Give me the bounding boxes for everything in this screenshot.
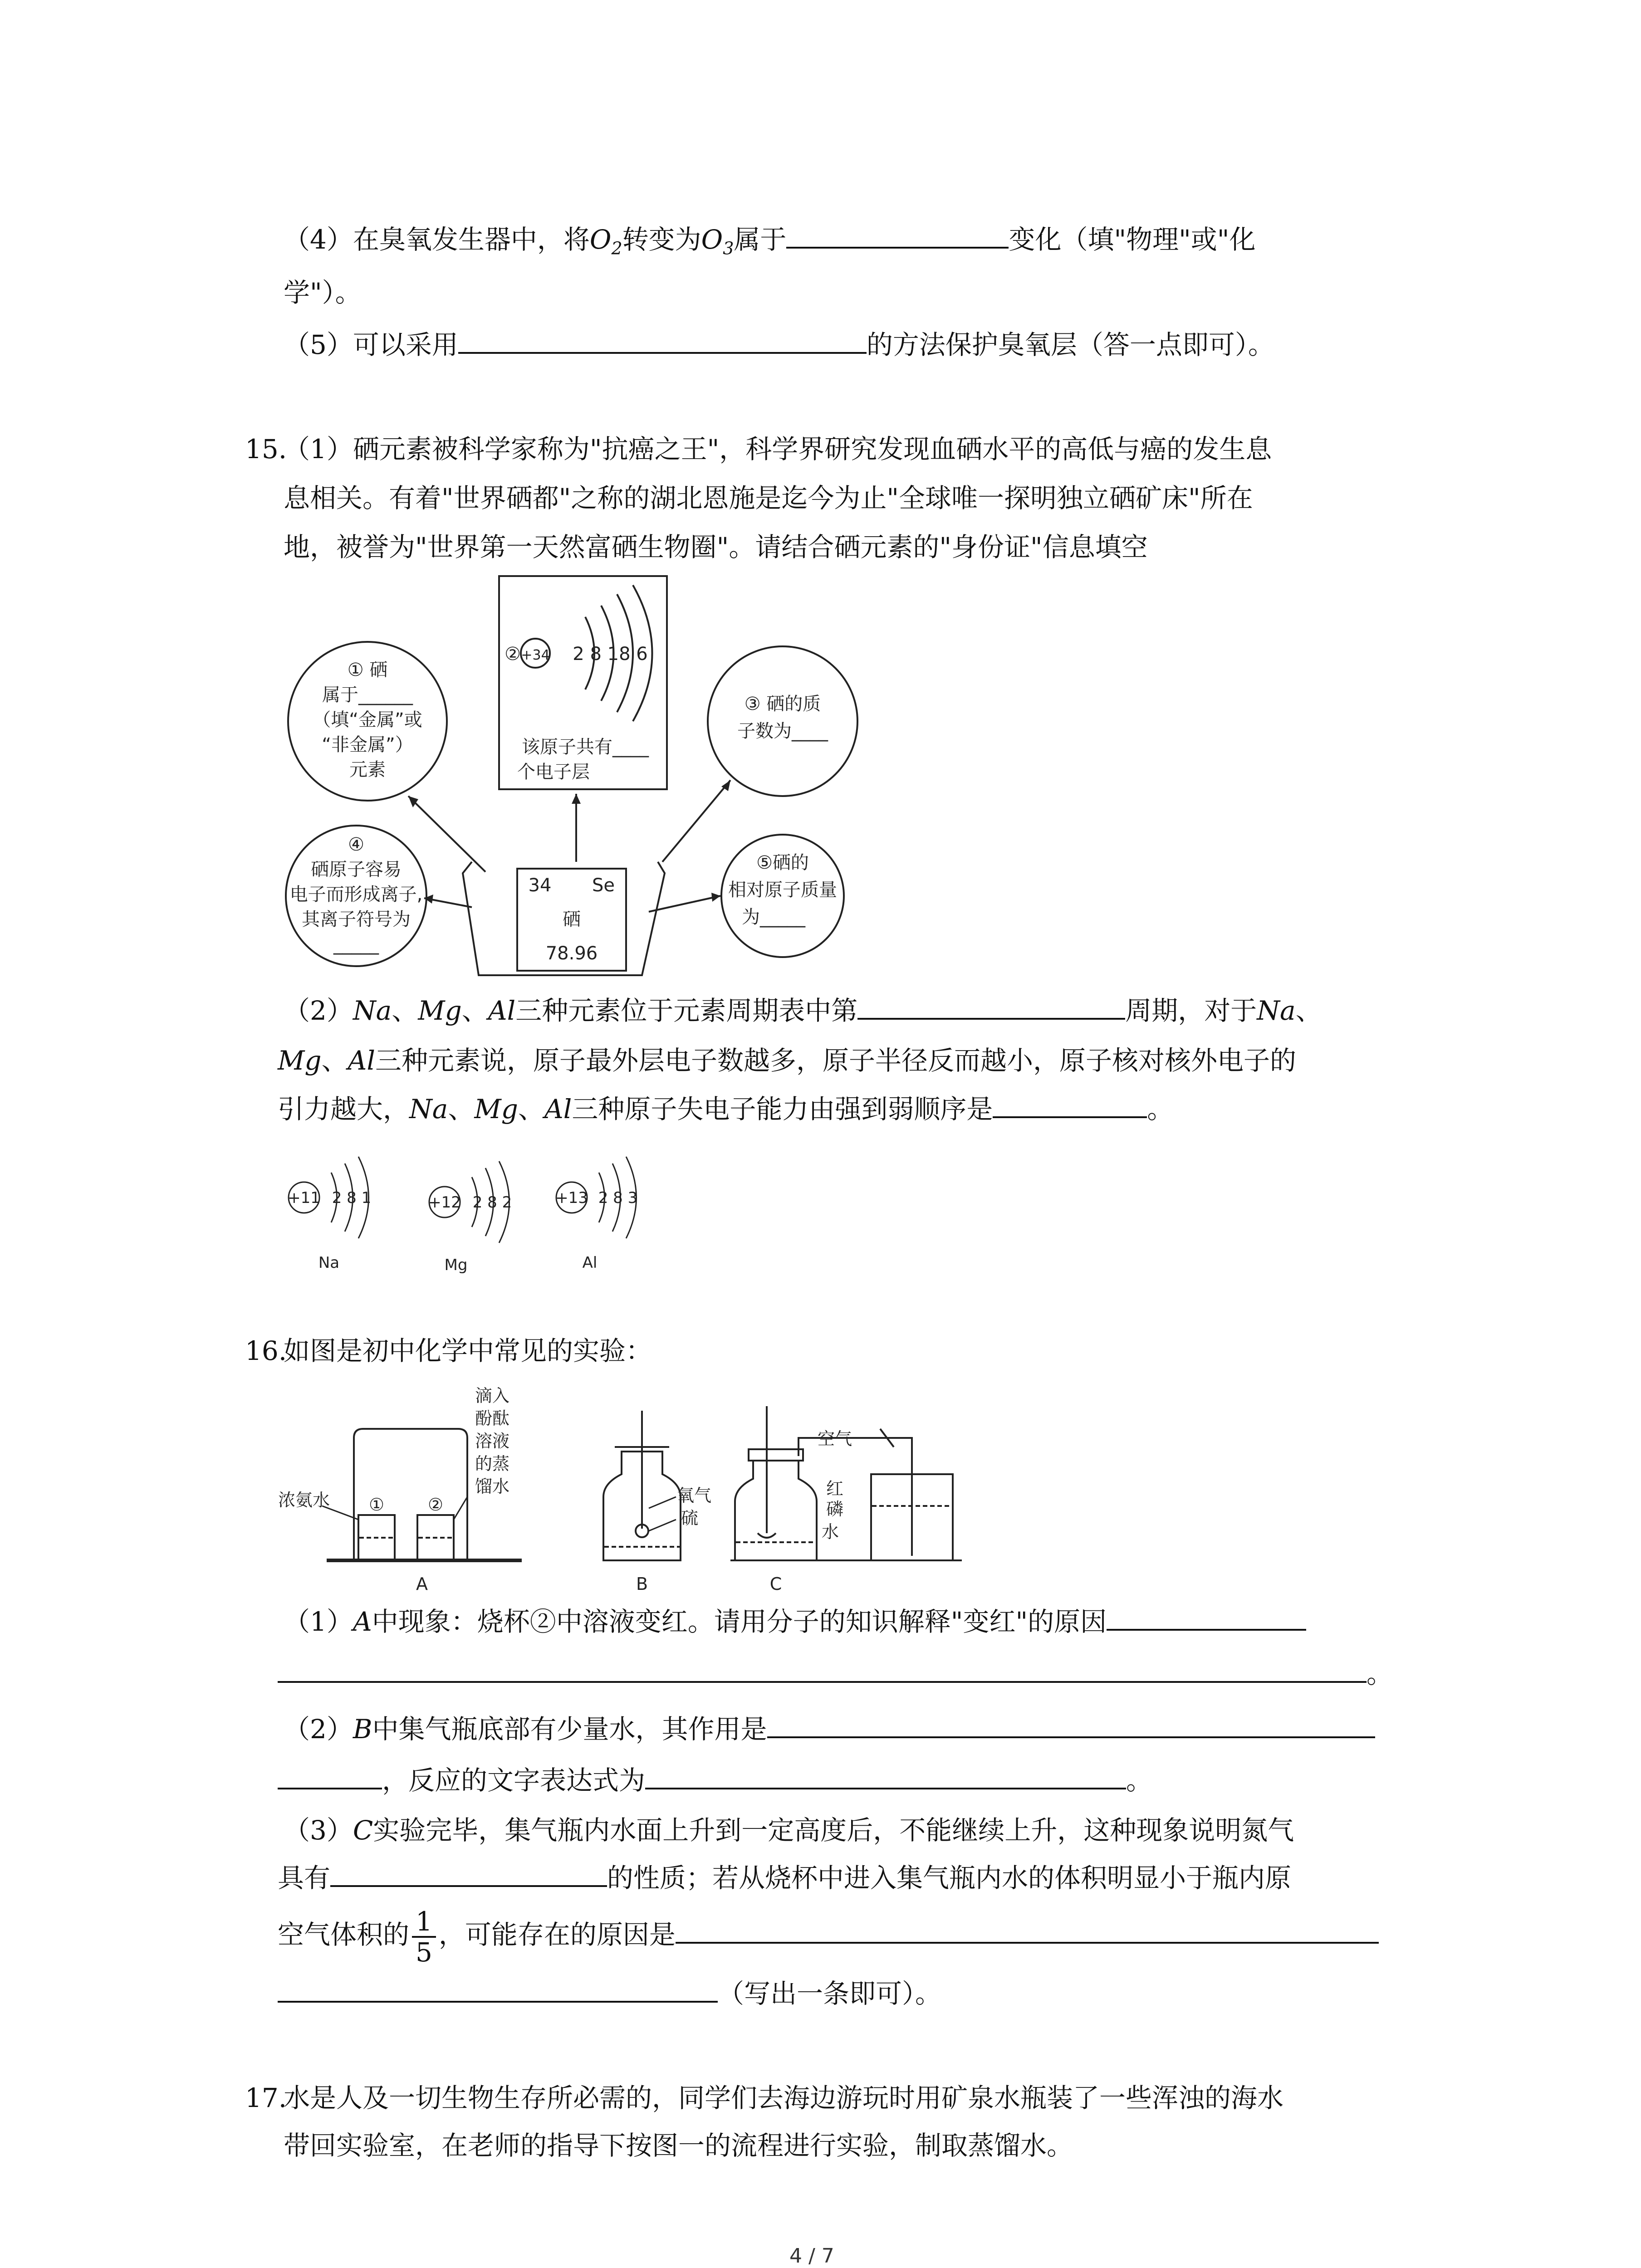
element-atomic-number: 34 (528, 875, 552, 896)
circle5-line1: ⑤硒的 (756, 852, 809, 873)
figA-left-label: 浓氨水 (278, 1490, 330, 1510)
selenium-id-card-figure (272, 567, 907, 984)
circle1-line1: ① 硒 (347, 660, 388, 680)
box2-question-1: 该原子共有____ (522, 737, 649, 758)
circle4-line5: _____ (333, 934, 379, 955)
q15-number: 15. (245, 434, 287, 464)
figB-oxygen: 氧气 (676, 1486, 712, 1505)
answer-blank[interactable] (458, 327, 867, 354)
na-label: Na (318, 1254, 340, 1272)
page-number: 4 / 7 (789, 2244, 834, 2268)
q17-number: 17. (245, 2082, 287, 2113)
q16-number: 16. (245, 1335, 287, 1366)
circle5-line3: 为_____ (742, 907, 805, 928)
answer-blank[interactable] (645, 1762, 1126, 1789)
experiment-figure (277, 1383, 1003, 1601)
na-shells: 2 8 1 (332, 1189, 372, 1207)
figA-beaker1: ① (368, 1495, 385, 1515)
circle4-line3: 电子而形成离子, (289, 884, 423, 905)
answer-blank[interactable] (278, 1762, 382, 1789)
figB-sulfur: 硫 (681, 1508, 699, 1528)
q16-part3-line4: （写出一条即可）。 (278, 1975, 941, 2012)
figC-air: 空气 (817, 1429, 852, 1449)
box2-nucleus: +34 (521, 647, 550, 663)
circle1-line3: （填“金属”或 (313, 709, 422, 730)
circle4-line4: 其离子符号为 (302, 909, 411, 930)
q14-part4-cont: 学"）。 (284, 277, 362, 308)
circle1-line5: 元素 (349, 759, 386, 780)
figA-right-5: 馏水 (475, 1476, 510, 1496)
al-shells: 2 8 3 (598, 1189, 638, 1207)
q17-line1: 水是人及一切生物生存所必需的，同学们去海边游玩时用矿泉水瓶装了一些浑浊的海水 (284, 2082, 1284, 2113)
answer-blank[interactable] (676, 1916, 1379, 1944)
box2-number: ② (505, 644, 521, 665)
q16-part1: （1）A中现象：烧杯②中溶液变红。请用分子的知识解释"变红"的原因 (284, 1603, 1306, 1640)
mg-label: Mg (444, 1256, 468, 1274)
q17-line2: 带回实验室，在老师的指导下按图一的流程进行实验，制取蒸馏水。 (284, 2130, 1073, 2161)
figA-right-2: 酚酞 (475, 1408, 510, 1428)
figA-right-4: 的蒸 (475, 1454, 510, 1474)
element-atomic-mass: 78.96 (545, 943, 598, 964)
q15-line1: （1）硒元素被科学家称为"抗癌之王"，科学界研究发现血硒水平的高低与癌的发生息 (284, 434, 1272, 464)
figA-label: A (416, 1574, 428, 1594)
figC-label: C (769, 1574, 782, 1594)
answer-blank[interactable] (278, 1975, 718, 2003)
answer-blank[interactable] (278, 1656, 1367, 1683)
q14-part5: （5）可以采用 的方法保护臭氧层（答一点即可）。 (284, 327, 1274, 363)
q16-intro: 如图是初中化学中常见的实验： (284, 1335, 652, 1366)
q16-part2-cont: ，反应的文字表达式为 。 (278, 1762, 1152, 1799)
al-nucleus: +13 (555, 1189, 588, 1207)
na-nucleus: +11 (288, 1189, 320, 1207)
q15-part2-line3: 引力越大，Na、Mg、Al三种原子失电子能力由强到弱顺序是 。 (278, 1091, 1173, 1127)
atom-structure-figure (277, 1152, 753, 1279)
circle5-line2: 相对原子质量 (728, 880, 837, 900)
answer-blank[interactable] (857, 992, 1125, 1020)
figA-right-1: 滴入 (475, 1386, 510, 1406)
circle1-line2: 属于______ (322, 684, 413, 705)
fraction-one-fifth: $\frac{1}{5}$ (412, 1907, 436, 1967)
answer-blank[interactable] (993, 1091, 1147, 1118)
q15-line3: 地，被誉为"世界第一天然富硒生物圈"。请结合硒元素的"身份证"信息填空 (284, 532, 1148, 562)
q15-part2-line1: （2）Na、Mg、Al三种元素位于元素周期表中第 周期，对于Na、 (284, 992, 1322, 1029)
circle4-line2: 硒原子容易 (311, 859, 402, 880)
circle3-line2: 子数为____ (737, 721, 828, 742)
answer-blank[interactable] (1107, 1603, 1306, 1631)
answer-blank[interactable] (330, 1860, 607, 1887)
circle1-line4: “非金属”） (322, 734, 413, 755)
figC-red: 红 (826, 1479, 844, 1499)
answer-blank[interactable] (786, 221, 1009, 249)
q14-part4: （4）在臭氧发生器中，将$O_2$转变为$O_3$属于 变化（填"物理"或"化 (284, 221, 1255, 267)
q16-part2: （2）B中集气瓶底部有少量水，其作用是 (284, 1711, 1375, 1747)
answer-blank[interactable] (767, 1711, 1375, 1738)
box2-shells: 2 8 18 6 (573, 644, 648, 665)
figB-label: B (636, 1574, 648, 1594)
q16-part3-line2: 具有 的性质；若从烧杯中进入集气瓶内水的体积明显小于瓶内原 (278, 1860, 1291, 1896)
q16-part1-cont: 。 (278, 1656, 1393, 1692)
circle4-line1: ④ (348, 834, 364, 855)
box2-question-2: 个电子层 (517, 762, 590, 782)
circle3-line1: ③ 硒的质 (744, 694, 821, 714)
figC-water: 水 (821, 1522, 839, 1542)
q16-part3-line1: （3）C实验完毕，集气瓶内水面上升到一定高度后，不能继续上升，这种现象说明氮气 (284, 1815, 1294, 1846)
figA-right-3: 溶液 (475, 1431, 510, 1451)
mg-nucleus: +12 (428, 1193, 461, 1212)
element-symbol: Se (592, 875, 615, 896)
q15-line2: 息相关。有着"世界硒都"之称的湖北恩施是迄今为止"全球唯一探明独立硒矿床"所在 (284, 483, 1253, 513)
q15-part2-line2: Mg、Al三种元素说，原子最外层电子数越多，原子半径反而越小，原子核对核外电子的 (278, 1045, 1296, 1076)
mg-shells: 2 8 2 (472, 1193, 512, 1212)
figC-phosphorus: 磷 (826, 1499, 844, 1519)
q16-part3-line3: 空气体积的 $\frac{1}{5}$ ，可能存在的原因是 (278, 1903, 1379, 1967)
figA-beaker2: ② (427, 1495, 444, 1515)
al-label: Al (582, 1254, 598, 1272)
element-name: 硒 (563, 909, 581, 930)
